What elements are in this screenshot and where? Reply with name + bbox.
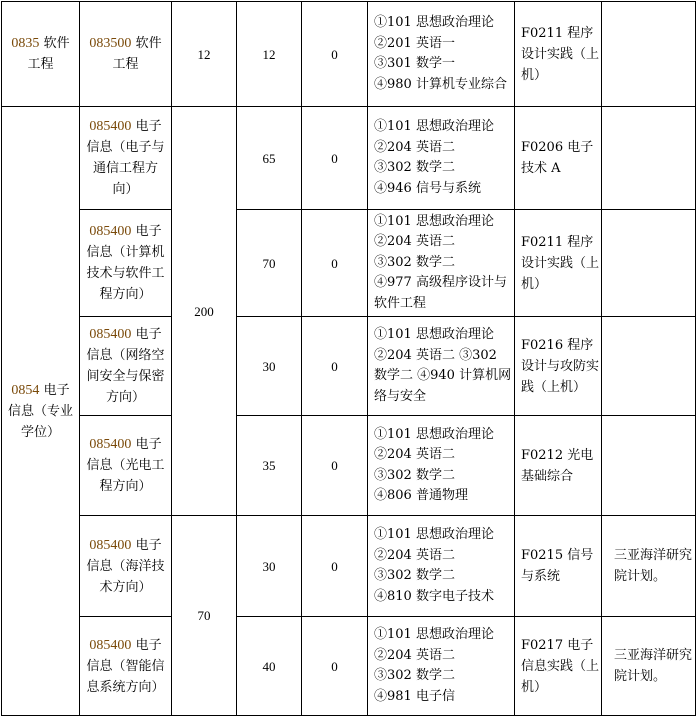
major-code: 085400 xyxy=(89,537,132,553)
subject-item: ②204 英语二 xyxy=(374,139,455,155)
quota-cell: 30 xyxy=(237,317,302,416)
subject-item: ③302 数学二 xyxy=(374,254,455,270)
subject-item: ②201 英语一 xyxy=(374,35,455,51)
major-name: 软件工程 xyxy=(112,36,162,72)
major-code: 085400 xyxy=(89,437,132,452)
subjects-cell xyxy=(368,2,515,107)
major-code: 083500 xyxy=(89,36,132,51)
remark-cell xyxy=(602,2,696,107)
discipline-name: 软件工程 xyxy=(27,36,70,72)
major-name: 电子信息（计算机技术与软件工程方向） xyxy=(86,224,165,302)
subject-item: ①101 思想政治理论 xyxy=(374,327,494,342)
subject-item: ④977 高级程序设计与软件工程 xyxy=(374,275,507,311)
retest-cell: F0212 光电基础综合 xyxy=(515,416,602,516)
remark-cell xyxy=(602,210,696,317)
major-name: 电子信息（网络空间安全与保密方向） xyxy=(86,327,165,405)
subject-item: ④981 电子信 xyxy=(374,688,455,704)
major-name: 电子信息（电子与通信工程方向） xyxy=(86,119,165,197)
subject-item: ②204 英语二 xyxy=(374,647,455,663)
remark-cell: 三亚海洋研究院计划。 xyxy=(602,617,696,716)
major-name: 电子信息（海洋技术方向） xyxy=(86,537,165,595)
discipline-cell xyxy=(2,107,80,716)
discipline-name: 电子信息（专业学位） xyxy=(7,382,73,440)
major-code: 085400 xyxy=(89,119,132,134)
subjects-cell xyxy=(368,317,515,416)
exempt-cell: 0 xyxy=(302,107,368,210)
subject-item: ①101 思想政治理论 xyxy=(374,527,494,542)
quota-cell: 40 xyxy=(237,617,302,716)
subject-item: ①101 思想政治理论 xyxy=(374,426,494,442)
quota-cell: 12 xyxy=(237,2,302,107)
subject-item: ②204 英语二 xyxy=(374,547,455,563)
subject-item: ④810 数字电子技术 xyxy=(374,588,494,604)
admissions-table xyxy=(1,1,696,716)
subjects-cell xyxy=(368,617,515,716)
subjects-cell xyxy=(368,107,515,210)
subject-item: ①101 思想政治理论 xyxy=(374,15,494,30)
major-cell xyxy=(80,107,172,210)
subjects-cell xyxy=(368,516,515,617)
retest-cell: F0215 信号与系统 xyxy=(515,516,602,617)
exempt-cell: 0 xyxy=(302,416,368,516)
group-quota-cell: 12 xyxy=(172,2,237,107)
subject-item: ①101 思想政治理论 xyxy=(374,119,494,134)
remark-cell xyxy=(602,317,696,416)
group-quota-cell: 200 xyxy=(172,107,237,516)
remark-cell: 三亚海洋研究院计划。 xyxy=(602,516,696,617)
major-code: 085400 xyxy=(89,224,132,239)
retest-cell: F0206 电子技术 A xyxy=(515,107,602,210)
exempt-cell: 0 xyxy=(302,317,368,416)
major-cell xyxy=(80,317,172,416)
major-code: 085400 xyxy=(89,637,132,653)
subject-item: ②204 英语二 xyxy=(374,234,455,250)
major-cell xyxy=(80,516,172,617)
quota-cell: 30 xyxy=(237,516,302,617)
major-name: 电子信息（智能信息系统方向） xyxy=(86,637,165,695)
exempt-cell: 0 xyxy=(302,516,368,617)
subject-item: ④806 普通物理 xyxy=(374,488,468,503)
subject-item: ④946 信号与系统 xyxy=(374,180,481,196)
table-row xyxy=(2,317,696,416)
subjects-cell xyxy=(368,210,515,317)
major-name: 电子信息（光电工程方向） xyxy=(86,437,165,494)
major-code: 085400 xyxy=(89,327,132,342)
quota-cell: 35 xyxy=(237,416,302,516)
major-cell xyxy=(80,617,172,716)
retest-cell: F0211 程序设计实践（上机） xyxy=(515,210,602,317)
remark-cell xyxy=(602,416,696,516)
subject-item: ④980 计算机专业综合 xyxy=(374,76,507,92)
subject-item: ①101 思想政治理论 xyxy=(374,627,494,642)
exempt-cell: 0 xyxy=(302,2,368,107)
major-cell xyxy=(80,2,172,107)
exempt-cell: 0 xyxy=(302,617,368,716)
discipline-code: 0835 xyxy=(11,36,40,51)
subject-item: ①101 思想政治理论 xyxy=(374,213,494,229)
retest-cell: F0217 电子信息实践（上机） xyxy=(515,617,602,716)
group-quota-cell: 70 xyxy=(172,516,237,716)
retest-cell: F0211 程序设计实践（上机） xyxy=(515,2,602,107)
table-row xyxy=(2,2,696,107)
subjects-cell xyxy=(368,416,515,516)
table-row xyxy=(2,516,696,617)
major-cell xyxy=(80,210,172,317)
subject-item: ③302 数学二 xyxy=(374,160,455,175)
subject-item: ②204 英语二 xyxy=(374,447,455,462)
subject-item: ③301 数学一 xyxy=(374,56,455,71)
subject-item: ②204 英语二 ③302 数学二 ④940 计算机网络与安全 xyxy=(374,347,512,404)
discipline-code: 0854 xyxy=(11,382,40,398)
table-row xyxy=(2,210,696,317)
table-row xyxy=(2,617,696,716)
table-row xyxy=(2,107,696,210)
exempt-cell: 0 xyxy=(302,210,368,317)
subject-item: ③302 数学二 xyxy=(374,668,455,683)
quota-cell: 65 xyxy=(237,107,302,210)
quota-cell: 70 xyxy=(237,210,302,317)
major-cell xyxy=(80,416,172,516)
retest-cell: F0216 程序设计与攻防实践（上机） xyxy=(515,317,602,416)
subject-item: ③302 数学二 xyxy=(374,467,455,483)
discipline-cell xyxy=(2,2,80,107)
remark-cell xyxy=(602,107,696,210)
table-row xyxy=(2,416,696,516)
subject-item: ③302 数学二 xyxy=(374,568,455,583)
